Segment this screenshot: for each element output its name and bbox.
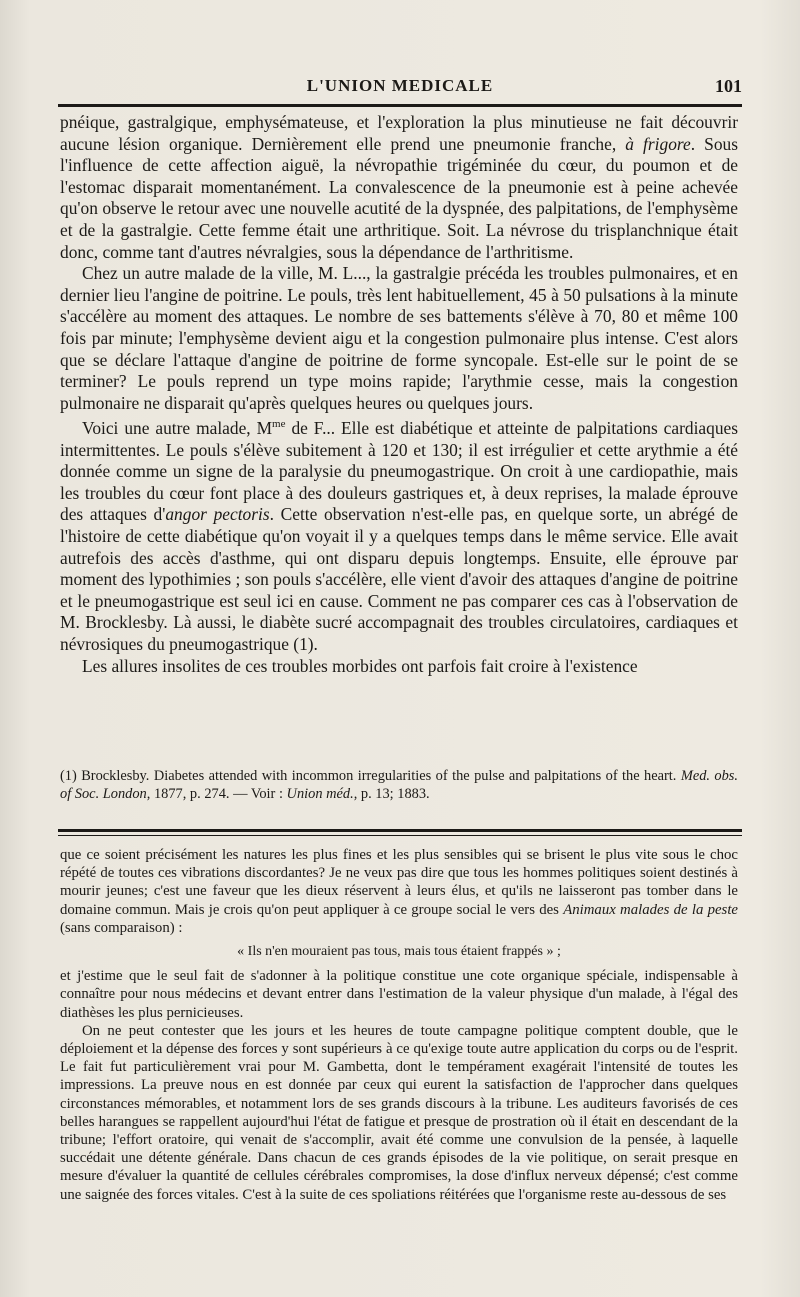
paragraph <box>60 414 738 655</box>
footnote-text: , p. 13; 1883. <box>353 786 430 802</box>
page-number: 101 <box>715 76 742 96</box>
footnote-text: , 1877, p. 274. — Voir : <box>146 786 287 802</box>
paragraph: Les allures insolites de ces troubles morbides ont parfois fait croire à l'existence <box>82 655 638 676</box>
footnote-italic: Med. obs. of Soc. London <box>60 768 739 802</box>
paragraph: On ne peut contester que les jours et les heures de toute campagne politique comptent double, que le déploiement et la dépense des forces y sont supérieurs à ce qu'exige toute autre application du corps ou de l'esprit. Le fait fut particulièrement vrai pour M. Gambetta, dont le tempérament exagérait l'intensité de toutes les impressions. La preuve nous en est donnée par ceux qui eurent la satisfaction de l'approcher dans quelques circonstances mémorables, et notamment lors de ses grands discours à la tribune. Les auditeurs favorisés de ces belles harangues se rappellent aujourd'hui l'état de fatigue et presque de prostration où il était en descendant de la tribune; l'effort oratoire, qui venait de s'accomplir, avait été comme une convulsion de la pensée, à laquelle succédait une détente générale. Dans chacun de ces grands épisodes de la vie politique, on serait presque en mesure d'évaluer la quantité de cellules cérébrales compromises, la dose d'influx nerveux dépensé; c'est comme une saignée des forces vitales. C'est à la suite de ces spoliations réitérées que l'organisme reste au-dessous de ses <box>60 1022 738 1203</box>
superscript: me <box>272 418 286 431</box>
journal-title: L'UNION MEDICALE <box>306 76 494 95</box>
footnote <box>60 767 738 803</box>
verse-quote: « Ils n'en mouraient pas tous, mais tous étaient frappés » ; <box>237 944 561 960</box>
feuilleton-rule-thick <box>58 829 742 832</box>
italic-text: Animaux malades de la peste <box>563 901 738 918</box>
paragraph-text: pnéique, gastralgique, emphysémateuse, et l'exploration la plus minutieuse ne fait découvrir aucune lésion organique. Dernièrement elle prend une pneumonie franche, <box>60 112 738 154</box>
paragraph: et j'estime que le seul fait de s'adonner à la politique constitue une cote organique spéciale, indispensable à connaître pour nous médecins et devant entrer dans l'estimation de la valeur physique d'un malade, à l'égal des diathèses les plus pernicieuses. <box>60 968 738 1021</box>
paragraph: Chez un autre malade de la ville, M. L..., la gastralgie précéda les troubles pulmonaires, et en dernier lieu l'angine de poitrine. Le pouls, très lent habituellement, 45 à 50 pulsations à la minute s'accélère au moment des attaques. Le nombre de ses battements s'élève à 70, 80 et même 100 fois par minute; l'emphysème devient aigu et la congestion pulmonaire plus intense. C'est alors que se déclare l'attaque d'angine de poitrine de forme syncopale. Est-elle sur le point de se terminer? Le pouls reprend un type moins rapide; l'arythmie cesse, mais la congestion pulmonaire ne disparait qu'après quelques heures ou quelques jours. <box>60 263 738 413</box>
paragraph <box>60 846 738 937</box>
paragraph-text: de F... Elle est diabétique et atteinte de palpitations cardiaques intermittentes. Le pouls s'élève subitement à 120 et 130; il est irrégulier et cette arythmie a été donnée comme un signe de la paralysie du pneumogastrique. On croit à une cardiopathie, mais les troubles du cœur font place à des douleurs gastriques et, à deux reprises, la malade éprouve des attaques d' <box>60 418 739 525</box>
feuilleton-text <box>60 846 738 1204</box>
running-header <box>58 70 742 104</box>
paragraph-text: (sans comparaison) : <box>60 919 183 936</box>
feuilleton-rule-thin <box>58 835 742 836</box>
paragraph-text: que ce soient précisément les natures les plus fines et les plus sensibles qui se brisent le plus vite sous le choc répété de toutes ces vibrations discordantes? Je ne veux pas dire que tous les hommes politiques soient destinés à mourir jeunes; c'est une faveur que les dieux réservent à leurs élus, et qu'ils ne laisseront pas tomber dans le domaine commun. Mais je crois qu'on peut appliquer à ce groupe social le vers des <box>60 847 738 918</box>
footnote-italic: Union méd. <box>286 786 354 802</box>
paragraph-text: Voici une autre malade, M <box>82 418 273 439</box>
italic-text: angor pectoris <box>165 504 270 525</box>
footnote-text: (1) Brocklesby. Diabetes attended with incommon irregularities of the pulse and palpitations of the heart. <box>60 768 681 784</box>
italic-text: à frigore <box>625 133 691 154</box>
paragraph <box>60 112 738 263</box>
paragraph-text: . Sous l'influence de cette affection aiguë, la névropathie trigéminée du cœur, du poumon et de l'estomac disparait momentanément. La convalescence de la pneumonie est à peine achevée qu'on observe le retour avec une nouvelle acutité de la dyspnée, des palpitations, de l'emphysème et de la gastralgie. Cette femme était une arthritique. Soit. La névrose du trisplanchnique était donc, comme tant d'autres névralgies, sous la dépendance de l'arthritisme. <box>60 133 738 262</box>
header-rule <box>58 104 742 107</box>
paragraph-text: . Cette observation n'est-elle pas, en quelque sorte, un abrégé de l'histoire de cette diabétique qu'on voyait il y a quelques temps dans le même service. Elle avait autrefois des accès d'asthme, qui ont disparu depuis longtemps. Ensuite, elle éprouve par moment des lypothimies ; son pouls s'accélère, elle vient d'avoir des attaques d'angine de poitrine et le pneumogastrique est seul ici en cause. Comment ne pas comparer ces cas à l'observation de M. Brocklesby. Là aussi, le diabète sucré accompagnait des troubles circulatoires, cardiaques et névrosiques du pneumogastrique (1). <box>60 504 738 655</box>
main-article-text <box>60 112 738 677</box>
